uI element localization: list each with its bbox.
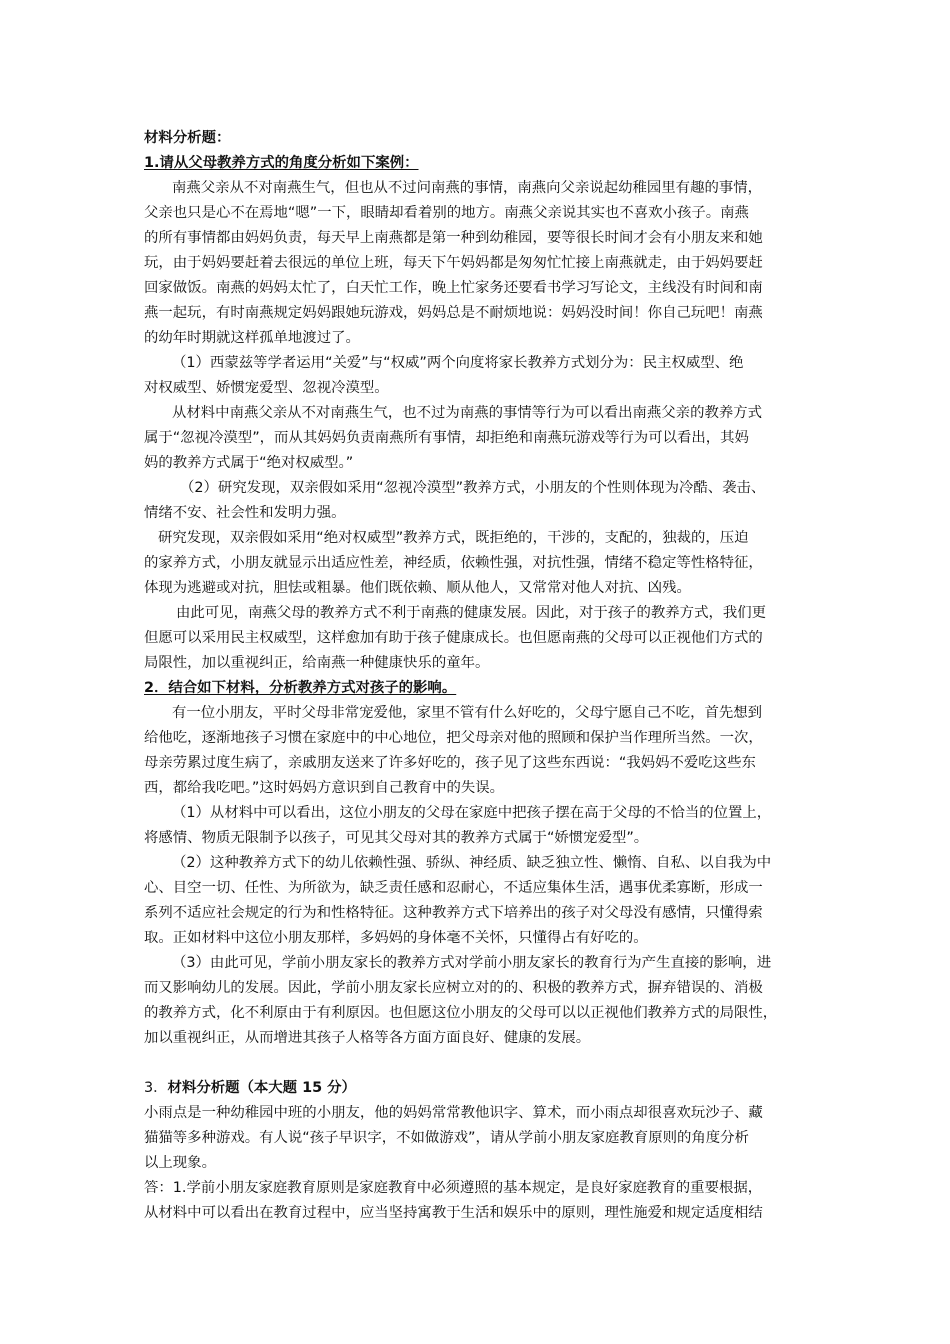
q2-answer-line: 将感情、物质无限制予以孩子，可见其父母对其的教养方式属于“娇惯宠爱型”。	[144, 830, 649, 846]
q3-answer-line: 从材料中可以看出在教育过程中，应当坚持寓教于生活和娱乐中的原则，理性施爱和规定适度相结	[144, 1205, 763, 1221]
q1-answer-line: 研究发现，双亲假如采用“绝对权威型”教养方式，既拒绝的，干涉的，支配的，独裁的，压迫	[158, 530, 749, 546]
question-1-title: 1.请从父母教养方式的角度分析如下案例：	[144, 155, 419, 171]
q3-case-line: 以上现象。	[144, 1155, 216, 1171]
q1-answer-line: 对权威型、娇惯宠爱型、忽视冷漠型。	[144, 380, 389, 396]
q2-answer-line: 的教养方式，化不利原由于有利原因。也但愿这位小朋友的父母可以以正视他们教养方式的局限性，	[144, 1005, 778, 1021]
q2-answer-line: 而又影响幼儿的发展。因此，学前小朋友家长应树立对的的、积极的教养方式，摒弃错误的、消极	[144, 980, 763, 996]
q2-answer-line: （1）从材料中可以看出，这位小朋友的父母在家庭中把孩子摆在高于父母的不恰当的位置上，	[172, 805, 772, 821]
q2-answer-line: 取。正如材料中这位小朋友那样，多妈妈的身体毫不关怀，只懂得占有好吃的。	[144, 930, 648, 946]
q1-answer-line: 局限性，加以重视纠正，给南燕一种健康快乐的童年。	[144, 655, 490, 671]
q2-case-line: 西，都给我吃吧。”这时妈妈方意识到自己教育中的失误。	[144, 780, 505, 796]
section-heading: 材料分析题：	[144, 130, 231, 146]
q2-answer-line: 心、目空一切、任性、为所欲为，缺乏责任感和忍耐心，不适应集体生活，遇事优柔寡断，形成一	[144, 880, 763, 896]
q1-answer-line: 妈的教养方式属于“绝对权威型。”	[144, 455, 354, 471]
q1-case-line: 的幼年时期就这样孤单地渡过了。	[144, 330, 360, 346]
q2-answer-line: （2）这种教养方式下的幼儿依赖性强、骄纵、神经质、缺乏独立性、懒惰、自私、以自我为中	[172, 855, 772, 871]
q2-case-line: 母亲劳累过度生病了，亲戚朋友送来了许多好吃的，孩子见了这些东西说：“我妈妈不爱吃这些东	[144, 755, 756, 771]
q1-answer-line: 的家养方式，小朋友就显示出适应性差，神经质，依赖性强，对抗性强，情绪不稳定等性格特征，	[144, 555, 763, 571]
q1-case-line: 玩，由于妈妈要赶着去很远的单位上班，每天下午妈妈都是匆匆忙忙接上南燕就走，由于妈妈要赶	[144, 255, 763, 271]
q1-case-line: 的所有事情都由妈妈负责，每天早上南燕都是第一种到幼稚园，要等很长时间才会有小朋友来和她	[144, 230, 763, 246]
q1-answer-line: 属于“忽视冷漠型”，而从其妈妈负责南燕所有事情，却拒绝和南燕玩游戏等行为可以看出，其妈	[144, 430, 749, 446]
q2-case-line: 给他吃，逐渐地孩子习惯在家庭中的中心地位，把父母亲对他的照顾和保护当作理所当然。一次，	[144, 730, 763, 746]
q1-answer-line: （1）西蒙兹等学者运用“关爱”与“权威”两个向度将家长教养方式划分为：民主权威型、绝	[172, 355, 744, 371]
q3-case-line: 小雨点是一种幼稚园中班的小朋友，他的妈妈常常教他识字、算术，而小雨点却很喜欢玩沙子、藏	[144, 1105, 763, 1121]
q2-answer-line: 加以重视纠正，从而增进其孩子人格等各方面方面良好、健康的发展。	[144, 1030, 591, 1046]
q1-case-line: 父亲也只是心不在焉地“嗯”一下，眼睛却看着别的地方。南燕父亲说其实也不喜欢小孩子。南燕	[144, 205, 749, 221]
q2-answer-line: 系列不适应社会规定的行为和性格特征。这种教养方式下培养出的孩子对父母没有感情，只懂得索	[144, 905, 763, 921]
question-3-title: 材料分析题（本大题 15 分）	[167, 1080, 356, 1096]
q1-case-line: 燕一起玩，有时南燕规定妈妈跟她玩游戏，妈妈总是不耐烦地说：妈妈没时间！你自己玩吧！南燕	[144, 305, 763, 321]
q3-case-line: 猫猫等多种游戏。有人说“孩子早识字，不如做游戏”，请从学前小朋友家庭教育原则的角度分析	[144, 1130, 749, 1146]
q1-answer-line: 但愿可以采用民主权威型，这样愈加有助于孩子健康成长。也但愿南燕的父母可以正视他们方式的	[144, 630, 763, 646]
question-3-number: 3．	[144, 1080, 168, 1096]
q3-answer-line: 答：1.学前小朋友家庭教育原则是家庭教育中必须遵照的基本规定，是良好家庭教育的重要根据，	[144, 1180, 763, 1196]
q2-answer-line: （3）由此可见，学前小朋友家长的教养方式对学前小朋友家长的教育行为产生直接的影响，进	[172, 955, 772, 971]
question-3-heading	[144, 1078, 816, 1098]
question-2-title: 2．结合如下材料，分析教养方式对孩子的影响。	[144, 680, 457, 696]
q1-answer-line: 从材料中南燕父亲从不对南燕生气，也不过为南燕的事情等行为可以看出南燕父亲的教养方式	[172, 405, 763, 421]
q1-answer-line: 由此可见，南燕父母的教养方式不利于南燕的健康发展。因此，对于孩子的教养方式，我们更	[176, 605, 767, 621]
q1-case-line: 回家做饭。南燕的妈妈太忙了，白天忙工作，晚上忙家务还要看书学习写论文，主线没有时间和南	[144, 280, 763, 296]
q1-answer-line: （2）研究发现，双亲假如采用“忽视冷漠型”教养方式，小朋友的个性则体现为冷酷、袭击、	[180, 480, 766, 496]
q1-answer-line: 情绪不安、社会性和发明力强。	[144, 505, 346, 521]
q1-answer-line: 体现为逃避或对抗，胆怯或粗暴。他们既依赖、顺从他人，又常常对他人对抗、凶残。	[144, 580, 691, 596]
q2-case-line: 有一位小朋友，平时父母非常宠爱他，家里不管有什么好吃的，父母宁愿自己不吃，首先想到	[172, 705, 763, 721]
q1-case-line: 南燕父亲从不对南燕生气，但也从不过问南燕的事情，南燕向父亲说起幼稚园里有趣的事情，	[172, 180, 763, 196]
